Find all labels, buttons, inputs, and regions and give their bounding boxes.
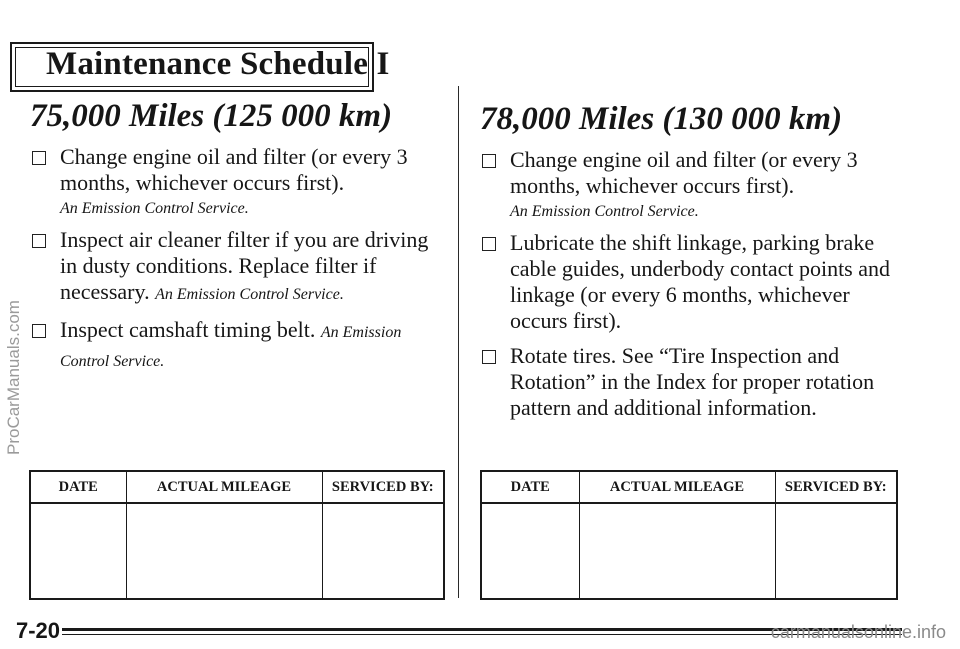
emission-note: An Emission Control Service. — [155, 286, 344, 303]
table-row — [481, 503, 897, 599]
column-divider — [458, 86, 459, 598]
checkbox-icon[interactable] — [482, 154, 496, 168]
emission-note: An Emission Control Service. — [60, 324, 402, 370]
serviced-by-cell[interactable] — [775, 503, 897, 599]
checkbox-icon[interactable] — [32, 234, 46, 248]
service-record-table-left — [29, 470, 445, 600]
bottom-watermark: carmanualsonline.info — [770, 622, 946, 642]
date-cell[interactable] — [30, 503, 126, 599]
item-text: Lubricate the shift linkage, parking brake cable guides, underbody contact points and linkage (or every 6 months, whichever occurs first). — [510, 230, 891, 333]
emission-note: An Emission Control Service. — [510, 203, 699, 220]
serviced-by-header: SERVICED BY: — [322, 471, 444, 503]
checkbox-icon[interactable] — [482, 350, 496, 364]
checklist-item — [30, 144, 440, 218]
left-mileage-heading: 75,000 Miles (125 000 km) — [30, 98, 393, 134]
right-mileage-heading: 78,000 Miles (130 000 km) — [480, 101, 843, 137]
table-row — [30, 503, 444, 599]
emission-note: An Emission Control Service. — [60, 200, 249, 217]
item-text: Inspect air cleaner filter if you are driving in dusty conditions. Replace filter if necessary. — [60, 227, 429, 304]
checklist-item — [480, 230, 900, 334]
section-title: Maintenance Schedule I — [46, 46, 390, 82]
side-watermark-text: ProCarManuals.com — [4, 300, 23, 455]
checkbox-icon[interactable] — [32, 151, 46, 165]
side-watermark — [4, 200, 22, 460]
checklist-item — [480, 147, 900, 221]
actual-mileage-header: ACTUAL MILEAGE — [126, 471, 322, 503]
service-record-table-right — [480, 470, 898, 600]
date-cell[interactable] — [481, 503, 579, 599]
checklist-item — [480, 343, 900, 421]
date-header: DATE — [30, 471, 126, 503]
section-title-box — [10, 42, 390, 92]
item-text: Rotate tires. See “Tire Inspection and Rotation” in the Index for proper rotation pattern and additional information. — [510, 343, 875, 420]
item-text: Change engine oil and filter (or every 3 months, whichever occurs first). — [510, 147, 858, 198]
serviced-by-header: SERVICED BY: — [775, 471, 897, 503]
page-number: 7-20 — [16, 618, 61, 643]
serviced-by-cell[interactable] — [322, 503, 444, 599]
checkbox-icon[interactable] — [32, 324, 46, 338]
actual-mileage-header: ACTUAL MILEAGE — [579, 471, 775, 503]
right-column — [480, 98, 900, 421]
left-column — [30, 98, 440, 375]
checklist-item — [30, 227, 440, 308]
table-header-row — [481, 471, 897, 503]
actual-mileage-cell[interactable] — [579, 503, 775, 599]
item-text: Inspect camshaft timing belt. — [60, 317, 316, 342]
checkbox-icon[interactable] — [482, 237, 496, 251]
date-header: DATE — [481, 471, 579, 503]
actual-mileage-cell[interactable] — [126, 503, 322, 599]
table-header-row — [30, 471, 444, 503]
checklist-item — [30, 317, 440, 375]
item-text: Change engine oil and filter (or every 3 months, whichever occurs first). — [60, 144, 408, 195]
